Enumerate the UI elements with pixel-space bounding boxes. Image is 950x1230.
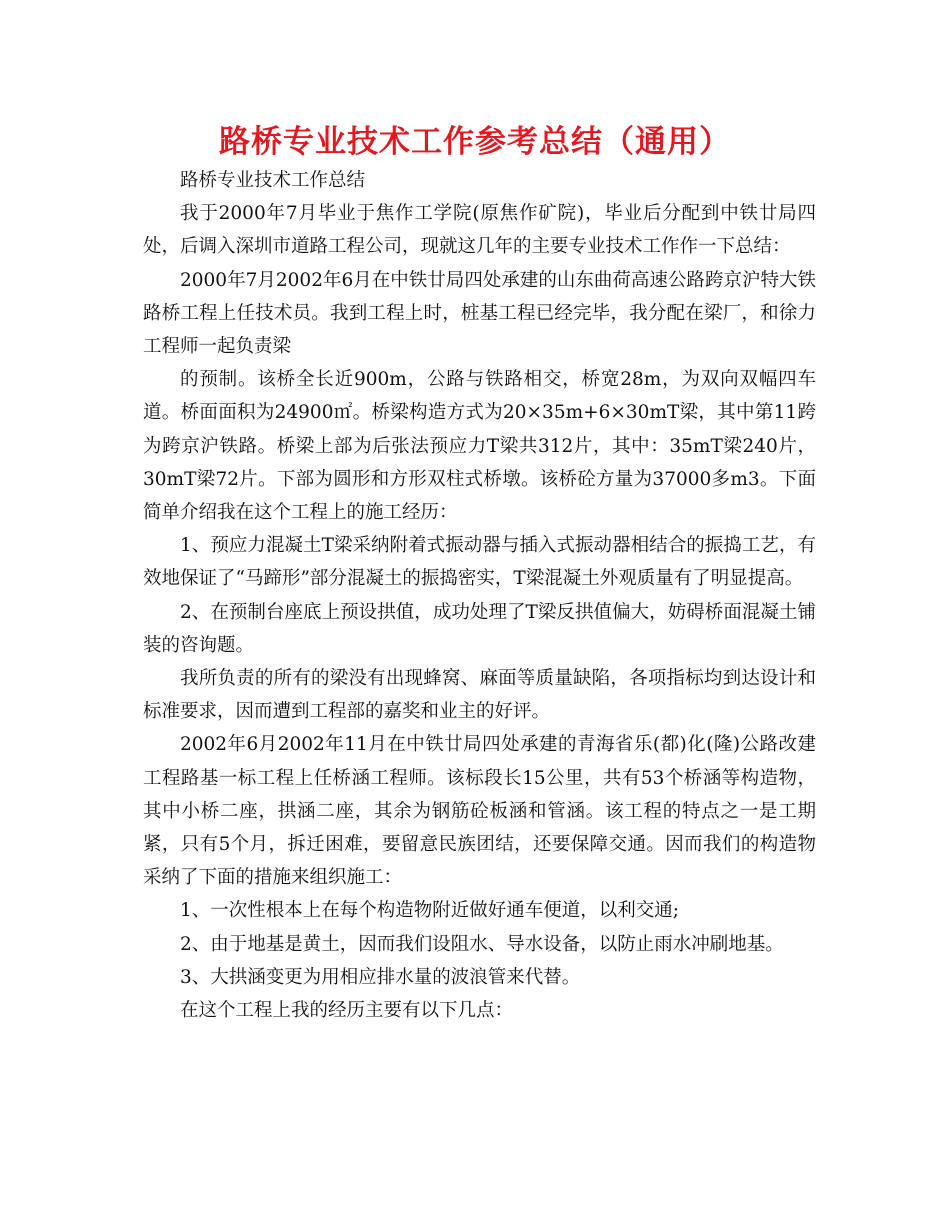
paragraph-subtitle: 路桥专业技术工作总结 bbox=[180, 170, 366, 191]
paragraph-measure-3: 3、大拱涵变更为用相应排水量的波浪管来代替。 bbox=[180, 966, 581, 988]
paragraph-experience: 在这个工程上我的经历主要有以下几点： bbox=[180, 1000, 514, 1022]
paragraph-item-2: 2、在预制台座底上预设拱值，成功处理了T梁反拱值偏大，妨碍桥面混凝土铺装的咨询题。 bbox=[143, 601, 816, 656]
paragraph-qinghai-project: 2002年6月2002年11月在中铁廿局四处承建的青海省乐(都)化(隆)公路改建工程路基一标工程上任桥涵工程师。该标段长15公里，共有53个桥涵等构造物，其中小桥二座，拱涵二座，其余为钢筋砼板涵和管涵。该工程的特点之一是工期紧，只有5个月，拆迁困难，要留意民族团结，还要保障交通。因而我们的构造物采纳了下面的措施来组织施工： bbox=[143, 734, 816, 889]
paragraph-2000-2002: 2000年7月2002年6月在中铁廿局四处承建的山东曲荷高速公路跨京沪特大铁路桥工程上任技术员。我到工程上时，桩基工程已经完毕，我分配在梁厂，和徐力工程师一起负责梁 bbox=[143, 269, 816, 358]
paragraph-measure-2: 2、由于地基是黄土，因而我们设阻水、导水设备，以防止雨水冲刷地基。 bbox=[180, 933, 784, 955]
paragraph-measure-1: 1、一次性根本上在每个构造物附近做好通车便道，以利交通; bbox=[180, 900, 680, 922]
paragraph-intro: 我于2000年7月毕业于焦作工学院(原焦作矿院)，毕业后分配到中铁廿局四处，后调入深圳市道路工程公司，现就这几年的主要专业技术工作作一下总结： bbox=[143, 203, 816, 258]
paragraph-quality: 我所负责的所有的梁没有出现蜂窝、麻面等质量缺陷，各项指标均到达设计和标准要求，因而遭到工程部的嘉奖和业主的好评。 bbox=[143, 668, 816, 723]
paragraph-bridge-details: 的预制。该桥全长近900m，公路与铁路相交，桥宽28m，为双向双幅四车道。桥面面积为24900㎡。桥梁构造方式为20×35m+6×30mT梁，其中第11跨为跨京沪铁路。桥梁上部为后张法预应力T梁共312片，其中：35mT梁240片，30mT梁72片。下部为圆形和方形双柱式桥墩。该桥砼方量为37000多m3。下面简单介绍我在这个工程上的施工经历： bbox=[143, 369, 816, 524]
paragraph-item-1: 1、预应力混凝土T梁采纳附着式振动器与插入式振动器相结合的振捣工艺，有效地保证了“马蹄形”部分混凝土的振捣密实，T梁混凝土外观质量有了明显提高。 bbox=[143, 535, 816, 590]
document-title: 路桥专业技术工作参考总结（通用） bbox=[219, 124, 731, 160]
document-body bbox=[143, 164, 816, 1027]
